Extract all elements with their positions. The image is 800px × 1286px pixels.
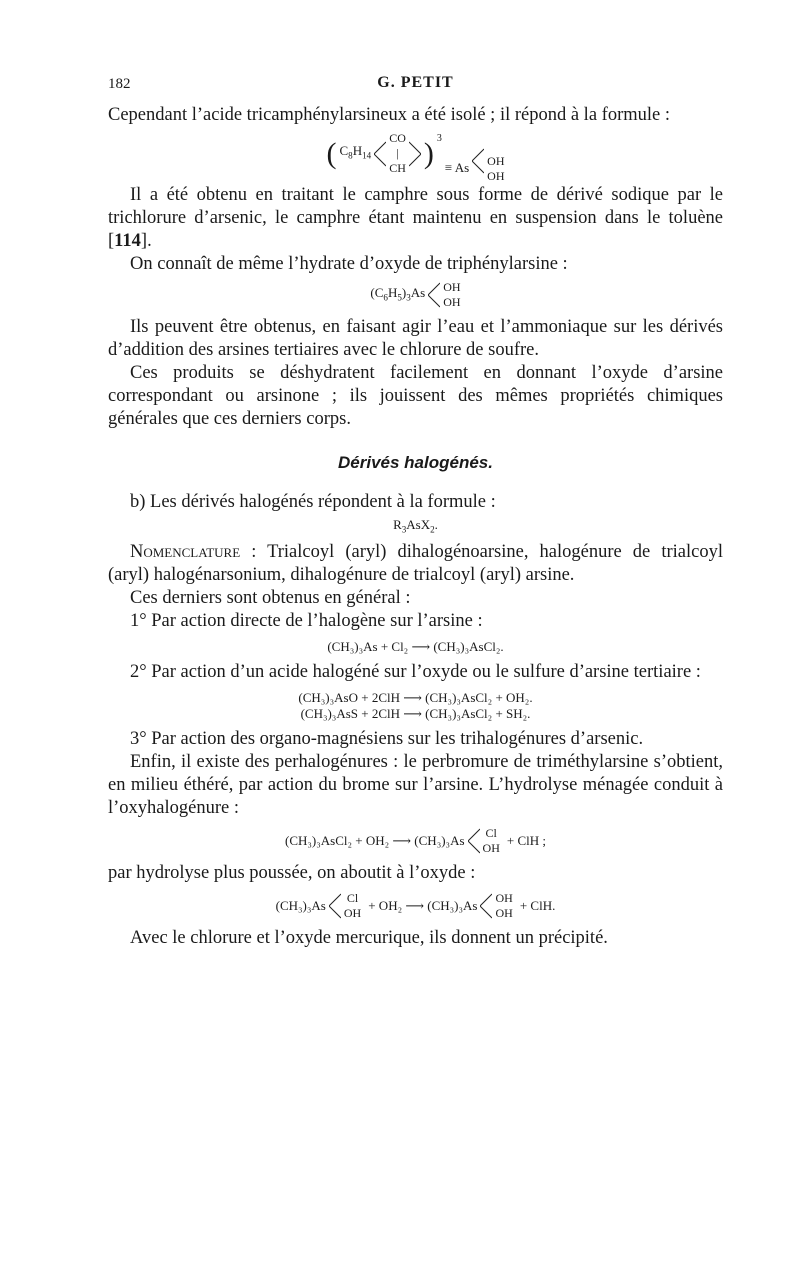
formula-direct-halogen: (CH₃)₃As + Cl₂ ⟶ (CH₃)₃AsCl₂. — [327, 638, 504, 654]
formula-line-sulfide: (CH₃)₃AsS + 2ClH ⟶ (CH₃)₃AsCl₂ + SH₂. — [300, 705, 531, 721]
formula-acid-halogen — [108, 690, 723, 722]
running-head: G. PETIT — [377, 74, 454, 91]
page — [108, 74, 723, 950]
paragraph-10: 2° Par action d’un acide halogéné sur l’oxyde ou le sulfure d’arsine tertiaire : — [130, 661, 701, 682]
paragraph-6: b) Les dérivés halogénés répondent à la formule : — [130, 492, 496, 512]
paragraph-13: par hydrolyse plus poussée, on aboutit à l’oxyde : — [108, 862, 476, 883]
formula-hydrolysis-2: (CH₃)₃As Cl OH + OH₂ ⟶ (CH₃)₃As OH OH + ClH. — [275, 890, 556, 920]
section-heading: Dérivés halogénés. — [338, 453, 493, 472]
formula-tricamphenylarsine: ( $C_8H_{14}$ CO | CH ) $^3$ ≡ As OH OH — [326, 131, 505, 183]
formula-line-oxide: (CH₃)₃AsO + 2ClH ⟶ (CH₃)₃AsCl₂ + OH₂. — [298, 689, 533, 705]
reference-number: 114 — [114, 231, 141, 251]
formula-general: $R_3AsX_2$. — [393, 517, 438, 535]
paragraph-11: 3° Par action des organo-magnésiens sur les trihalogénures d’arsenic. — [130, 728, 644, 749]
paragraph-9: 1° Par action directe de l’halogène sur l’arsine : — [130, 610, 483, 631]
page-number: 182 — [108, 76, 131, 92]
paragraph-5: Ces produits se déshydratent facilement en donnant l’oxyde d’arsine correspondant ou arsinone ; ils jouissent des mêmes propriétés chimiques générales que ces derniers corps. — [108, 363, 723, 429]
paragraph-2: Il a été obtenu en traitant le camphre sous forme de dérivé sodique par le trichlorure d’arsenic, le camphre étant maintenu en suspension dans le toluène [114]. — [108, 185, 723, 251]
paragraph-4: Ils peuvent être obtenus, en faisant agir l’eau et l’ammoniaque sur les dérivés d’addition des arsines tertiaires avec le chlorure de soufre. — [108, 317, 723, 360]
paragraph-1: Cependant l’acide tricamphénylarsineux a été isolé ; il répond à la formule : — [108, 105, 670, 125]
paragraph-3: On connaît de même l’hydrate d’oxyde de triphénylarsine : — [130, 254, 568, 274]
paragraph-7: Nomenclature : Trialcoyl (aryl) dihalogénoarsine, halogénure de trialcoyl (aryl) halogénarsonium, dihalogénure de trialcoyl (aryl) arsine. — [108, 541, 723, 585]
page-header — [108, 74, 723, 104]
nomenclature-label: Nomenclature — [130, 541, 241, 562]
formula-triphenylarsine-hydrate: $(C_6H_5)_3As$ OH OH — [370, 280, 461, 309]
paragraph-12: Enfin, il existe des perhalogénures : le perbromure de triméthylarsine s’obtient, en milieu éthéré, par action du brome sur l’arsine. L’hydrolyse ménagée conduit à l’oxyhalogénure : — [108, 751, 723, 818]
paragraph-8: Ces derniers sont obtenus en général : — [130, 587, 411, 608]
paragraph-14: Avec le chlorure et l’oxyde mercurique, ils donnent un précipité. — [130, 927, 608, 948]
formula-hydrolysis-1: (CH₃)₃AsCl₂ + OH₂ ⟶ (CH₃)₃As Cl OH + ClH ; — [284, 825, 547, 855]
